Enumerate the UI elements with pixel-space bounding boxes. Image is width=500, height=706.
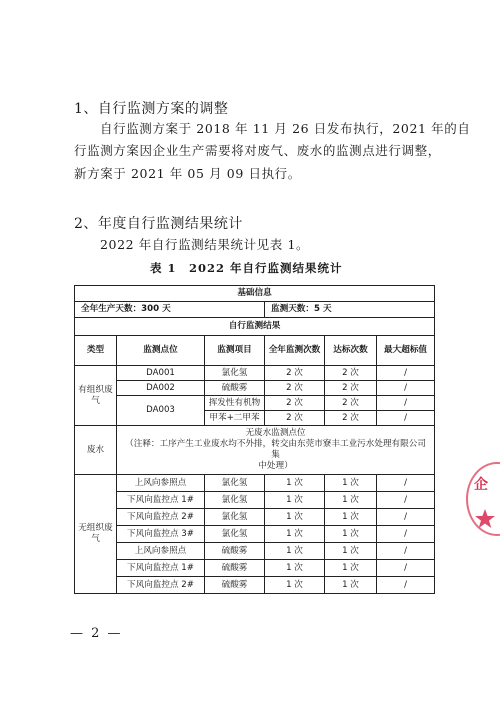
header-point: 监测点位 bbox=[117, 336, 205, 366]
section2-heading: 2、年度自行监测结果统计 bbox=[74, 216, 243, 232]
cell-pass: 2 次 bbox=[325, 411, 377, 426]
cell-exceed: / bbox=[377, 509, 435, 526]
cell-item: 硫酸雾 bbox=[205, 577, 265, 594]
table-row bbox=[75, 426, 435, 475]
cell-pass: 1 次 bbox=[325, 560, 377, 577]
table-row bbox=[75, 396, 435, 411]
cell-count: 1 次 bbox=[265, 577, 325, 594]
table-row bbox=[75, 509, 435, 526]
cell-exceed: / bbox=[377, 560, 435, 577]
company-seal bbox=[474, 474, 500, 514]
cell-pass: 1 次 bbox=[325, 509, 377, 526]
cell-exceed: / bbox=[377, 543, 435, 560]
table-row bbox=[75, 560, 435, 577]
type-unorganized-gas: 无组织废气 bbox=[75, 475, 117, 594]
section1-para-line1: 自行监测方案于 2018 年 11 月 26 日发布执行，2021 年的自 bbox=[100, 121, 471, 136]
header-max-exceed: 最大超标值 bbox=[377, 336, 435, 366]
results-title: 自行监测结果 bbox=[75, 318, 435, 336]
section1-para-line3: 新方案于 2021 年 05 月 09 日执行。 bbox=[74, 166, 301, 181]
production-days: 全年生产天数：300 天 bbox=[75, 302, 265, 318]
cell-point: 下风向监控点 2# bbox=[117, 509, 205, 526]
cell-exceed: / bbox=[377, 492, 435, 509]
cell-count: 1 次 bbox=[265, 560, 325, 577]
table-row bbox=[75, 543, 435, 560]
cell-pass: 1 次 bbox=[325, 492, 377, 509]
cell-item: 氯化氢 bbox=[205, 509, 265, 526]
monitoring-results-table bbox=[74, 285, 435, 594]
type-wastewater: 废水 bbox=[75, 426, 117, 475]
table-caption: 表 1 2022 年自行监测结果统计 bbox=[150, 261, 343, 275]
section1-para-line2: 行监测方案因企业生产需要将对废气、废水的监测点进行调整， bbox=[74, 143, 441, 158]
table-row bbox=[75, 366, 435, 381]
cell-point: 上风向参照点 bbox=[117, 475, 205, 492]
cell-item: 甲苯+二甲苯 bbox=[205, 411, 265, 426]
cell-exceed: / bbox=[377, 411, 435, 426]
page-number: — 2 — bbox=[70, 626, 123, 641]
cell-point: 下风向监控点 1# bbox=[117, 560, 205, 577]
cell-item: 氯化氢 bbox=[205, 475, 265, 492]
cell-point: 下风向监控点 2# bbox=[117, 577, 205, 594]
cell-point: DA001 bbox=[117, 366, 205, 381]
seal-star-icon bbox=[474, 508, 496, 530]
cell-exceed: / bbox=[377, 475, 435, 492]
cell-item: 硫酸雾 bbox=[205, 543, 265, 560]
wastewater-note bbox=[117, 426, 435, 475]
seal-text: 企 bbox=[474, 477, 488, 493]
cell-item: 挥发性有机物 bbox=[205, 396, 265, 411]
cell-count: 2 次 bbox=[265, 366, 325, 381]
cell-count: 1 次 bbox=[265, 509, 325, 526]
section1-heading: 1、自行监测方案的调整 bbox=[74, 101, 229, 117]
basic-info-title: 基础信息 bbox=[75, 286, 435, 302]
cell-pass: 2 次 bbox=[325, 381, 377, 396]
cell-pass: 1 次 bbox=[325, 475, 377, 492]
cell-count: 1 次 bbox=[265, 492, 325, 509]
wastewater-line2: （注释：工序产生工业废水均不外排，转交由东莞市寮丰工业污水处理有限公司集 bbox=[125, 439, 426, 460]
cell-exceed: / bbox=[377, 526, 435, 543]
cell-item: 氯化氢 bbox=[205, 492, 265, 509]
table-row bbox=[75, 526, 435, 543]
cell-item: 硫酸雾 bbox=[205, 560, 265, 577]
cell-pass: 2 次 bbox=[325, 366, 377, 381]
cell-item: 硫酸雾 bbox=[205, 381, 265, 396]
cell-point: 下风向监控点 1# bbox=[117, 492, 205, 509]
cell-exceed: / bbox=[377, 381, 435, 396]
cell-count: 1 次 bbox=[265, 475, 325, 492]
cell-point: DA002 bbox=[117, 381, 205, 396]
table-row bbox=[75, 577, 435, 594]
cell-item: 氯化氢 bbox=[205, 526, 265, 543]
cell-point: 上风向参照点 bbox=[117, 543, 205, 560]
header-item: 监测项目 bbox=[205, 336, 265, 366]
cell-exceed: / bbox=[377, 577, 435, 594]
cell-count: 2 次 bbox=[265, 396, 325, 411]
cell-count: 1 次 bbox=[265, 526, 325, 543]
cell-pass: 1 次 bbox=[325, 526, 377, 543]
table-row bbox=[75, 475, 435, 492]
cell-count: 2 次 bbox=[265, 411, 325, 426]
cell-point: DA003 bbox=[117, 396, 205, 426]
cell-count: 2 次 bbox=[265, 381, 325, 396]
cell-exceed: / bbox=[377, 396, 435, 411]
cell-point: 下风向监控点 3# bbox=[117, 526, 205, 543]
monitoring-days: 监测天数：5 天 bbox=[265, 302, 435, 318]
header-type: 类型 bbox=[75, 336, 117, 366]
cell-pass: 1 次 bbox=[325, 543, 377, 560]
cell-exceed: / bbox=[377, 366, 435, 381]
table-row bbox=[75, 381, 435, 396]
wastewater-line1: 无废水监测点位 bbox=[245, 428, 306, 438]
table-row bbox=[75, 492, 435, 509]
cell-count: 1 次 bbox=[265, 543, 325, 560]
cell-item: 氯化氢 bbox=[205, 366, 265, 381]
section2-para: 2022 年自行监测结果统计见表 1。 bbox=[100, 237, 310, 252]
cell-pass: 1 次 bbox=[325, 577, 377, 594]
cell-pass: 2 次 bbox=[325, 396, 377, 411]
wastewater-line3: 中处理） bbox=[258, 461, 293, 471]
type-organized-gas: 有组织废气 bbox=[75, 366, 117, 426]
header-pass-count: 达标次数 bbox=[325, 336, 377, 366]
header-annual-count: 全年监测次数 bbox=[265, 336, 325, 366]
